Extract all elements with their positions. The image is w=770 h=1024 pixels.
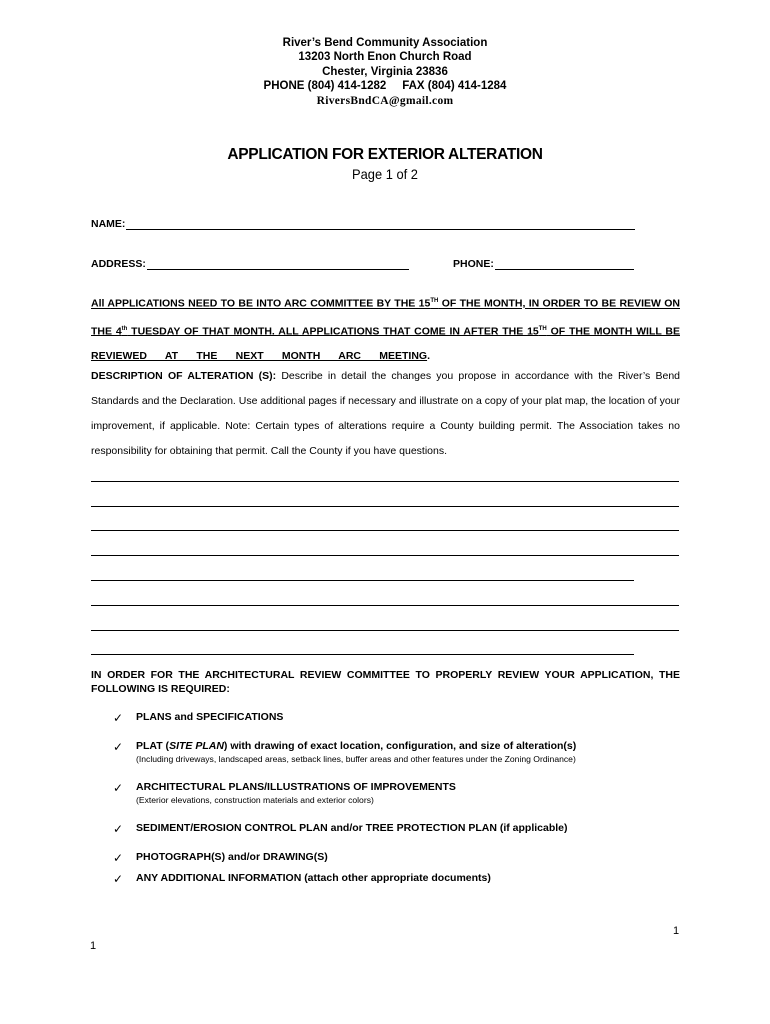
description-text: Describe in detail the changes you propose in accordance with the River’s Bend Standards and the Declaration. Use additional pages if necessary and illustrate on a copy of your plat map, the location of your improvement, if applicable. Note: Certain types of alterations require a County building permit. The Association takes no responsibility for obtaining that permit. Call the County if you have questions. xyxy=(91,370,680,457)
check-icon: ✓ xyxy=(113,740,124,754)
document-page: River’s Bend Community Association 13203 North Enon Church Road Chester, Virginia 23836 PHONE (804) 414-1282 FAX (804) 414-1284 RiversBndCA@gmail.com APPLICATION FOR EXTERIOR ALTERATION Page 1 of 2 NAME: ADDRESS: PHONE: All APPLICATIONS NEED TO BE INTO ARC COMMITTEE BY THE 15TH OF THE MONTH, IN ORDER TO BE REVIEW ON THE 4th TUESDAY OF THAT MONTH. ALL APPLICATIONS THAT COME IN AFTER THE 15TH OF THE MONTH WILL BE REVIEWED AT THE NEXT MONTH ARC MEETING. DESCRIPTION OF ALTERATION (S): Describe in detail the changes you propose in accordance with the River’s Bend Standards and the Declaration. Use additional pages if necessary and illustrate on a copy of your plat map, the location of your improvement, if applicable. Note: Certain types of alterations require a County building permit. The Association takes no responsibility for obtaining that permit. Call the County if you have questions. IN ORDER FOR THE ARCHITECTURAL REVIEW COMMITTEE TO PROPERLY REVIEW YOUR APPLICATION, THE FOLLOWING IS REQUIRED: ✓ PLANS and SPECIFICATIONS ✓ PLAT (SITE PLAN) with drawing of exact location, configuration, and size of alteration(s) (Including driveways, landscaped areas, setback lines, buffer areas and other features under the Zoning Ordinance) ✓ ARCHITECTURAL PLANS/ILLUSTRATIONS OF IMPROVEMENTS (Exterior elevations, construction materials and exterior colors) ✓ SEDIMENT/EROSION CONTROL PLAN and/or TREE PROTECTION PLAN (if applicable) ✓ PHOTOGRAPH(S) and/or DRAWING(S) ✓ ANY ADDITIONAL INFORMATION (attach other appropriate documents) 1 1 xyxy=(0,0,770,1024)
description-line-7[interactable] xyxy=(91,630,679,631)
form-title: APPLICATION FOR EXTERIOR ALTERATION xyxy=(227,146,543,163)
name-field[interactable] xyxy=(91,218,635,230)
phone-input-line[interactable] xyxy=(495,258,634,270)
page-number-right: 1 xyxy=(673,925,680,937)
submission-deadline-notice: All APPLICATIONS NEED TO BE INTO ARC COMMITTEE BY THE 15TH OF THE MONTH, IN ORDER TO BE REVIEW ON THE 4th TUESDAY OF THAT MONTH. ALL APPLICATIONS THAT COME IN AFTER THE 15TH OF THE MONTH WILL BE REVIEWED AT THE NEXT MONTH ARC MEETING. xyxy=(91,297,680,362)
description-line-5[interactable] xyxy=(91,580,634,581)
description-line-1[interactable] xyxy=(91,481,679,482)
description-label: DESCRIPTION OF ALTERATION (S): xyxy=(91,370,277,382)
description-line-4[interactable] xyxy=(91,555,679,556)
phone-field[interactable] xyxy=(453,258,634,270)
description-line-3[interactable] xyxy=(91,530,679,531)
street-address: 13203 North Enon Church Road xyxy=(298,51,472,64)
email-address: RiversBndCA@gmail.com xyxy=(316,94,454,107)
check-icon: ✓ xyxy=(113,822,124,836)
page-indicator: Page 1 of 2 xyxy=(352,166,418,182)
description-line-8[interactable] xyxy=(91,654,634,655)
org-name: River’s Bend Community Association xyxy=(282,37,488,49)
name-label: NAME: xyxy=(91,218,126,230)
check-icon: ✓ xyxy=(113,781,124,795)
requirements-intro: IN ORDER FOR THE ARCHITECTURAL REVIEW COMMITTEE TO PROPERLY REVIEW YOUR APPLICATION, THE FOLLOWING IS REQUIRED: xyxy=(91,669,680,695)
letterhead xyxy=(0,36,770,108)
check-icon: ✓ xyxy=(113,851,124,865)
address-input-line[interactable] xyxy=(147,258,409,270)
city-state-zip: Chester, Virginia 23836 xyxy=(322,65,448,78)
description-line-6[interactable] xyxy=(91,605,679,606)
check-icon: ✓ xyxy=(113,711,124,725)
address-label: ADDRESS: xyxy=(91,258,146,270)
phone-label: PHONE: xyxy=(453,258,494,270)
check-icon: ✓ xyxy=(113,872,124,886)
address-field[interactable] xyxy=(91,258,409,270)
description-instructions xyxy=(91,364,680,464)
phone-fax: PHONE (804) 414-1282 FAX (804) 414-1284 xyxy=(263,80,507,93)
name-input-line[interactable] xyxy=(126,218,635,230)
description-line-2[interactable] xyxy=(91,506,679,507)
page-number-left: 1 xyxy=(90,940,97,952)
